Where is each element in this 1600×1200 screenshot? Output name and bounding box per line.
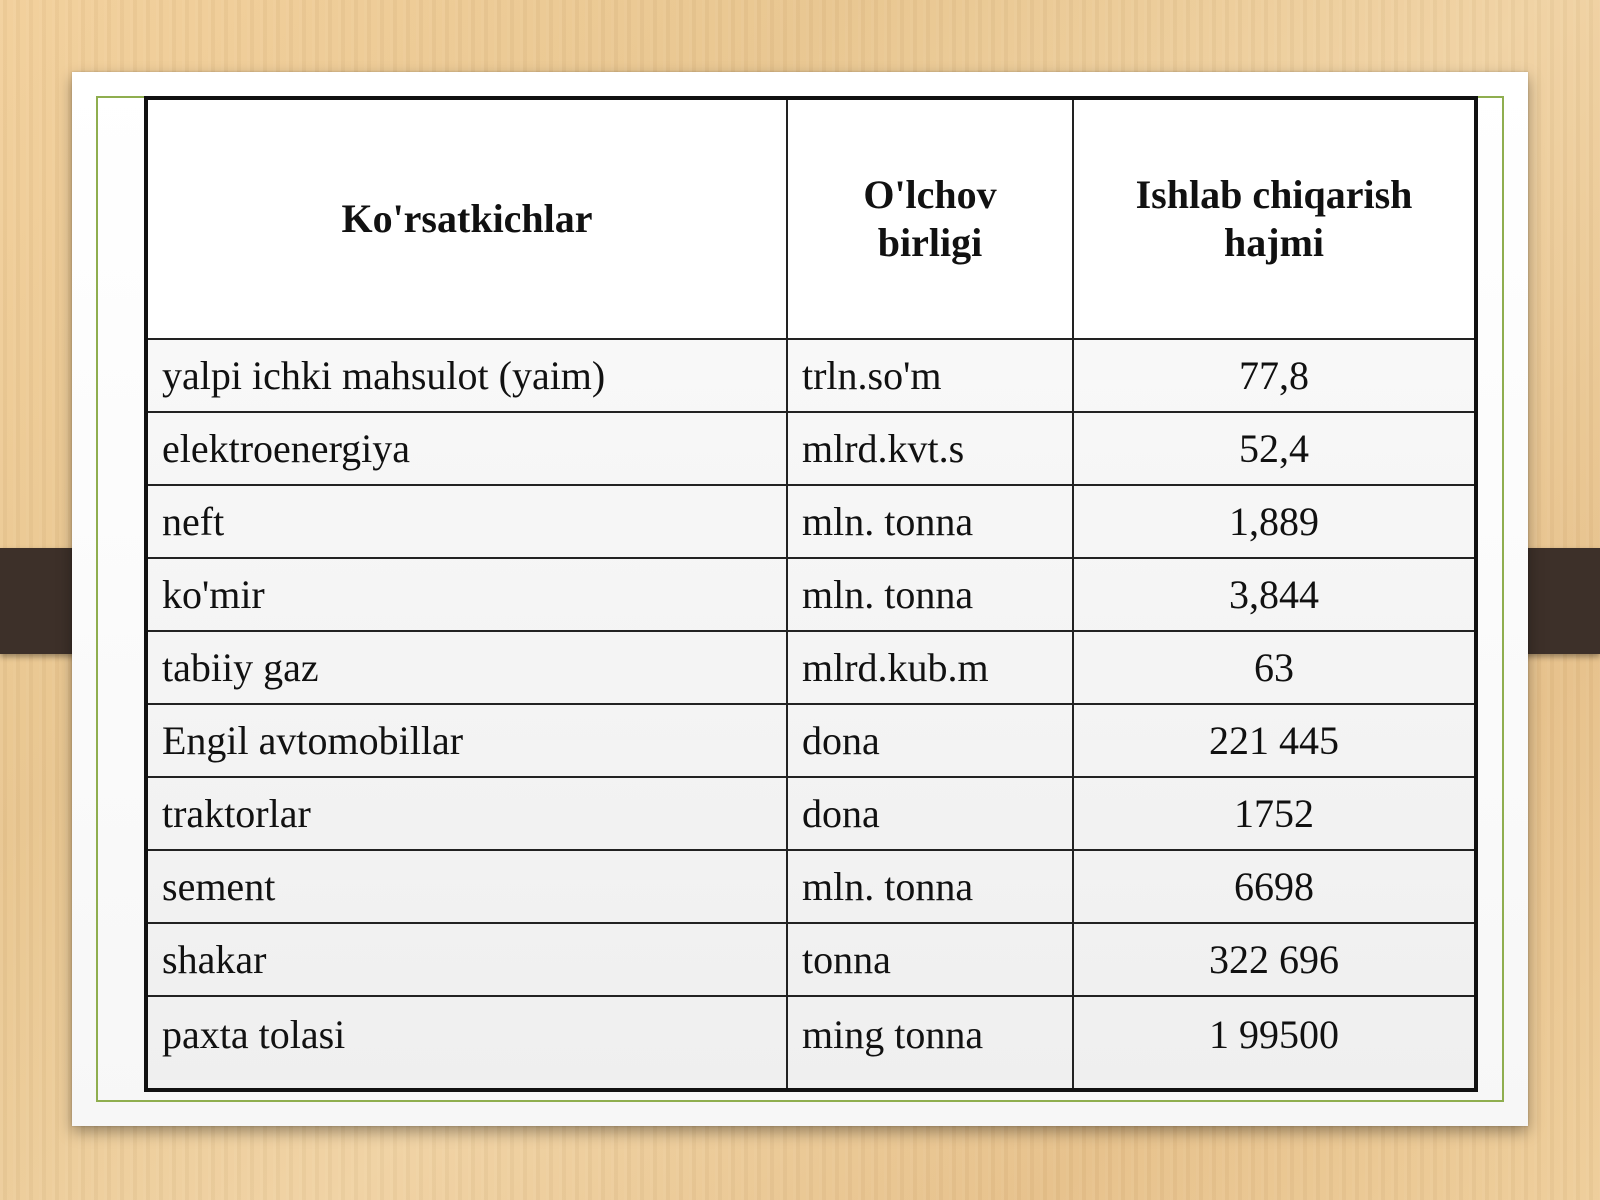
- row-6-value: 221 445: [1074, 705, 1474, 778]
- row-9-indicator: shakar: [148, 924, 788, 997]
- row-3-indicator: neft: [148, 486, 788, 559]
- row-7-unit: dona: [788, 778, 1074, 851]
- row-6-unit: dona: [788, 705, 1074, 778]
- row-8-value: 6698: [1074, 851, 1474, 924]
- row-1-unit: trln.so'm: [788, 340, 1074, 413]
- header-volume-label: Ishlab chiqarish hajmi: [1135, 172, 1413, 265]
- row-2-unit: mlrd.kvt.s: [788, 413, 1074, 486]
- row-4-unit: mln. tonna: [788, 559, 1074, 632]
- row-7-indicator: traktorlar: [148, 778, 788, 851]
- row-9-unit: tonna: [788, 924, 1074, 997]
- row-1-indicator: yalpi ichki mahsulot (yaim): [148, 340, 788, 413]
- header-volume: [1074, 100, 1474, 340]
- row-5-unit: mlrd.kub.m: [788, 632, 1074, 705]
- row-9-value: 322 696: [1074, 924, 1474, 997]
- row-3-value: 1,889: [1074, 486, 1474, 559]
- row-4-indicator: ko'mir: [148, 559, 788, 632]
- row-4-value: 3,844: [1074, 559, 1474, 632]
- row-1-value: 77,8: [1074, 340, 1474, 413]
- row-2-indicator: elektroenergiya: [148, 413, 788, 486]
- header-unit-label: O'lchov birligi: [863, 172, 997, 265]
- row-5-value: 63: [1074, 632, 1474, 705]
- header-indicators-label: Ko'rsatkichlar: [341, 196, 593, 241]
- row-8-indicator: sement: [148, 851, 788, 924]
- row-10-unit: ming tonna: [788, 997, 1074, 1088]
- production-table: [144, 96, 1478, 1092]
- row-2-value: 52,4: [1074, 413, 1474, 486]
- row-10-value: 1 99500: [1209, 1012, 1339, 1057]
- row-10-indicator: paxta tolasi: [148, 997, 788, 1088]
- row-6-indicator: Engil avtomobillar: [148, 705, 788, 778]
- header-indicators: [148, 100, 788, 340]
- row-3-unit: mln. tonna: [788, 486, 1074, 559]
- slide-card: [72, 72, 1528, 1126]
- row-5-indicator: tabiiy gaz: [148, 632, 788, 705]
- row-7-value: 1752: [1074, 778, 1474, 851]
- row-8-unit: mln. tonna: [788, 851, 1074, 924]
- header-unit: [788, 100, 1074, 340]
